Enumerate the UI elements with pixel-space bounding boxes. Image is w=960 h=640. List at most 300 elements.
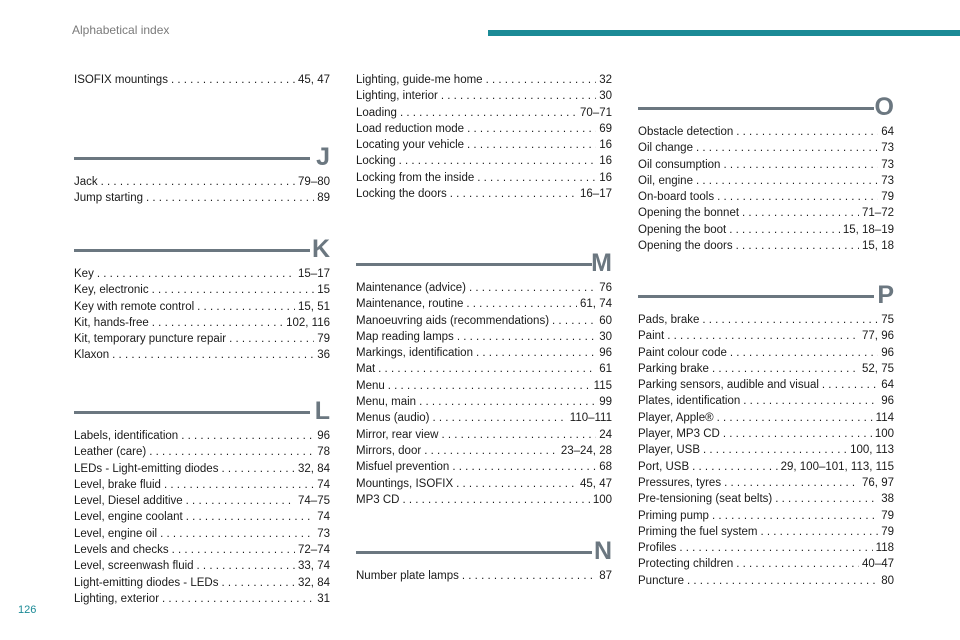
index-page-ref: 16 — [599, 171, 612, 184]
dot-leader — [419, 394, 596, 410]
dot-leader — [702, 312, 878, 328]
dot-leader — [181, 428, 314, 444]
dot-leader — [667, 328, 859, 344]
dot-leader — [171, 72, 295, 88]
dot-leader — [424, 443, 558, 459]
index-page-ref: 16 — [599, 155, 612, 168]
section-letter: L — [314, 397, 330, 425]
index-term: Menu, main — [356, 396, 417, 409]
index-entry — [356, 329, 612, 345]
index-page-ref: 102, 116 — [286, 316, 330, 329]
index-term: Jack — [74, 176, 98, 188]
index-term: Level, engine oil — [74, 527, 158, 540]
index-term: Mirrors, door — [356, 444, 422, 457]
section-heading — [356, 520, 612, 568]
index-term: Mountings, ISOFIX — [356, 477, 454, 490]
section-letter: J — [316, 143, 330, 171]
index-page-ref: 15, 51 — [298, 300, 330, 313]
index-entry — [638, 508, 894, 524]
index-term: Priming pump — [638, 509, 709, 522]
index-page-ref: 79 — [881, 191, 894, 204]
index-page-ref: 30 — [599, 330, 612, 343]
dot-leader — [152, 282, 315, 298]
dot-leader — [97, 266, 295, 282]
index-term: Plates, identification — [638, 395, 741, 408]
index-page-ref: 73 — [881, 158, 894, 171]
index-page-ref: 74–75 — [298, 495, 330, 508]
dot-leader — [775, 491, 878, 507]
index-entry — [638, 573, 894, 589]
dot-leader — [476, 345, 596, 361]
section-divider — [356, 551, 592, 554]
dot-leader — [152, 315, 283, 331]
index-entry — [356, 121, 612, 137]
running-header-title: Alphabetical index — [72, 23, 170, 37]
index-term: Profiles — [638, 542, 677, 555]
index-entry — [74, 331, 330, 347]
section-divider — [74, 249, 310, 252]
index-entry — [74, 444, 330, 460]
index-page-ref: 73 — [317, 527, 330, 540]
index-term: Loading — [356, 106, 397, 119]
index-page-ref: 29, 100–101, 113, 115 — [780, 460, 894, 473]
index-entry — [638, 140, 894, 156]
index-term: Leather (care) — [74, 446, 147, 459]
dot-leader — [703, 442, 847, 458]
index-entry — [74, 542, 330, 558]
index-term: Locking — [356, 155, 396, 168]
index-page-ref: 100 — [874, 428, 894, 441]
dot-leader — [164, 477, 314, 493]
index-term: Light-emitting diodes - LEDs — [74, 576, 219, 589]
index-term: LEDs - Light-emitting diodes — [74, 462, 219, 475]
dot-leader — [729, 222, 840, 238]
index-term: Oil change — [638, 142, 693, 155]
index-entry — [638, 459, 894, 475]
index-term: Lighting, interior — [356, 90, 438, 103]
index-page-ref: 89 — [317, 192, 330, 205]
index-term: Markings, identification — [356, 347, 473, 360]
index-entry — [356, 280, 612, 296]
dot-leader — [467, 121, 596, 137]
index-term: On-board tools — [638, 191, 715, 204]
dot-leader — [742, 205, 859, 221]
index-term: Locking from the inside — [356, 171, 475, 184]
dot-leader — [162, 591, 314, 607]
index-page-ref: 23–24, 28 — [560, 444, 612, 457]
index-entry — [74, 477, 330, 493]
index-term: Level, screenwash fluid — [74, 560, 194, 573]
dot-leader — [552, 313, 596, 329]
index-term: Oil, engine — [638, 174, 693, 187]
index-entry — [74, 190, 330, 206]
index-entry — [638, 556, 894, 572]
dot-leader — [717, 189, 878, 205]
dot-leader — [452, 459, 596, 475]
dot-leader — [456, 476, 577, 492]
dot-leader — [712, 361, 859, 377]
index-page-ref: 72–74 — [298, 544, 330, 557]
index-page-ref: 15, 18–19 — [842, 223, 894, 236]
index-page-ref: 16–17 — [580, 188, 612, 201]
index-entry — [638, 205, 894, 221]
index-entry — [356, 492, 612, 508]
dot-leader — [736, 556, 859, 572]
index-page-ref: 87 — [599, 570, 612, 582]
index-page-ref: 61, 74 — [580, 298, 612, 311]
index-page-ref: 61 — [599, 363, 612, 376]
index-page-ref: 68 — [599, 461, 612, 474]
index-section-k — [74, 218, 330, 364]
dot-leader — [441, 88, 596, 104]
index-term: Jump starting — [74, 192, 144, 205]
index-page-ref: 33, 74 — [298, 560, 330, 573]
dot-leader — [378, 361, 596, 377]
index-term: Parking brake — [638, 362, 709, 375]
index-entry — [356, 170, 612, 186]
index-term: Priming the fuel system — [638, 525, 758, 538]
index-entry — [638, 377, 894, 393]
dot-leader — [712, 508, 878, 524]
index-term: Protecting children — [638, 558, 734, 571]
dot-leader — [730, 345, 878, 361]
index-entry — [74, 266, 330, 282]
index-section-o — [638, 76, 894, 254]
index-page-ref: 96 — [317, 430, 330, 442]
section-heading — [638, 264, 894, 312]
index-page-ref: 115 — [593, 379, 612, 392]
index-page-ref: 60 — [599, 314, 612, 327]
section-divider — [74, 157, 310, 160]
index-page-ref: 52, 75 — [862, 362, 894, 375]
index-entry — [356, 476, 612, 492]
dot-leader — [679, 540, 872, 556]
index-entry — [356, 443, 612, 459]
section-divider — [638, 107, 874, 110]
index-entry — [638, 491, 894, 507]
index-page-ref: 110–111 — [569, 412, 612, 425]
index-page-ref: 76, 97 — [862, 476, 894, 489]
dot-leader — [486, 72, 597, 88]
index-page-ref: 69 — [599, 122, 612, 135]
dot-leader — [469, 280, 596, 296]
dot-leader — [149, 444, 314, 460]
dot-leader — [197, 558, 295, 574]
index-entry — [638, 540, 894, 556]
index-term: Oil consumption — [638, 158, 721, 171]
index-page-ref: 76 — [599, 282, 612, 294]
dot-leader — [717, 410, 873, 426]
index-term: Maintenance (advice) — [356, 282, 466, 294]
index-entry — [638, 361, 894, 377]
index-page-ref: 73 — [881, 142, 894, 155]
dot-leader — [441, 427, 596, 443]
dot-leader — [723, 426, 872, 442]
section-heading — [74, 126, 330, 174]
index-entry — [356, 153, 612, 169]
index-page-ref: 79–80 — [298, 176, 330, 188]
index-term: Port, USB — [638, 460, 690, 473]
dot-leader — [221, 575, 295, 591]
dot-leader — [450, 186, 577, 202]
dot-leader — [743, 393, 878, 409]
dot-leader — [399, 153, 597, 169]
index-term: Player, USB — [638, 444, 700, 457]
section-letter: M — [591, 249, 612, 277]
index-entry — [74, 72, 330, 88]
index-entry — [356, 296, 612, 312]
index-page-ref: 77, 96 — [862, 330, 894, 343]
index-entry — [638, 442, 894, 458]
index-section-j — [74, 126, 330, 207]
index-term: Menu — [356, 379, 385, 392]
index-entry — [638, 238, 894, 254]
dot-leader — [400, 105, 577, 121]
index-term: ISOFIX mountings — [74, 74, 168, 86]
index-term: Mirror, rear view — [356, 428, 439, 441]
index-page-ref: 40–47 — [862, 558, 894, 571]
index-entry — [356, 72, 612, 88]
index-page-ref: 96 — [599, 347, 612, 360]
index-term: Puncture — [638, 574, 685, 587]
index-entry — [638, 524, 894, 540]
index-page-ref: 38 — [881, 493, 894, 506]
index-term: Map reading lamps — [356, 330, 454, 343]
index-section-m — [356, 232, 612, 508]
dot-leader — [822, 377, 878, 393]
index-page-ref: 70–71 — [580, 106, 612, 119]
dot-leader — [723, 157, 878, 173]
dot-leader — [696, 140, 878, 156]
index-term: Kit, hands-free — [74, 316, 149, 329]
index-page-ref: 32, 84 — [298, 462, 330, 475]
index-page-ref: 30 — [599, 90, 612, 103]
dot-leader — [687, 573, 878, 589]
index-page-ref: 74 — [317, 478, 330, 491]
dot-leader — [146, 190, 314, 206]
dot-leader — [197, 299, 295, 315]
index-term: Level, engine coolant — [74, 511, 183, 524]
index-entry — [74, 493, 330, 509]
index-entry — [356, 459, 612, 475]
section-divider — [74, 411, 310, 414]
index-entry — [356, 410, 612, 426]
dot-leader — [692, 459, 777, 475]
index-term: Pressures, tyres — [638, 476, 722, 489]
index-entry — [74, 428, 330, 444]
index-term: Klaxon — [74, 349, 110, 362]
index-entry — [74, 315, 330, 331]
dot-leader — [462, 568, 596, 584]
index-page-ref: 118 — [875, 542, 894, 555]
index-entry — [638, 393, 894, 409]
index-page-ref: 45, 47 — [298, 74, 330, 86]
index-entry — [638, 124, 894, 140]
dot-leader — [736, 124, 878, 140]
index-page-ref: 80 — [881, 574, 894, 587]
index-page-ref: 71–72 — [862, 207, 894, 220]
index-term: Labels, identification — [74, 430, 179, 442]
index-term: Number plate lamps — [356, 570, 459, 582]
dot-leader — [724, 475, 859, 491]
index-term: Kit, temporary puncture repair — [74, 333, 227, 346]
index-term: Lighting, exterior — [74, 592, 160, 605]
index-entry — [74, 558, 330, 574]
index-entry — [356, 345, 612, 361]
dot-leader — [761, 524, 879, 540]
dot-leader — [402, 492, 589, 508]
section-heading — [74, 380, 330, 428]
dot-leader — [101, 174, 295, 190]
index-page-ref: 16 — [599, 139, 612, 152]
index-term: Menus (audio) — [356, 412, 430, 425]
index-page-ref: 32 — [599, 74, 612, 86]
index-section-p — [638, 264, 894, 589]
index-term: Key, electronic — [74, 284, 149, 297]
index-term: Locating your vehicle — [356, 139, 465, 152]
index-page-ref: 100, 113 — [850, 444, 894, 457]
section-divider — [638, 295, 874, 298]
index-term: Parking sensors, audible and visual — [638, 379, 819, 392]
index-page-ref: 36 — [317, 349, 330, 362]
header-accent-bar — [488, 30, 960, 36]
dot-leader — [112, 347, 314, 363]
dot-leader — [229, 331, 314, 347]
index-page-ref: 32, 84 — [298, 576, 330, 589]
index-term: Paint — [638, 330, 665, 343]
index-entry — [74, 347, 330, 363]
index-term: Lighting, guide-me home — [356, 74, 483, 86]
index-term: MP3 CD — [356, 493, 400, 506]
index-term: Key with remote control — [74, 300, 195, 313]
index-page-ref: 78 — [317, 446, 330, 459]
index-term: Maintenance, routine — [356, 298, 464, 311]
index-page-ref: 15 — [317, 284, 330, 297]
index-term: Pads, brake — [638, 314, 700, 326]
dot-leader — [160, 526, 314, 542]
index-page-ref: 15–17 — [298, 268, 330, 280]
section-divider — [356, 263, 592, 266]
index-entry — [356, 378, 612, 394]
index-entry — [74, 509, 330, 525]
index-entry — [74, 299, 330, 315]
index-entry — [356, 186, 612, 202]
index-section-n — [356, 520, 612, 584]
index-entry — [638, 222, 894, 238]
dot-leader — [477, 170, 596, 186]
index-page-ref: 73 — [881, 174, 894, 187]
dot-leader — [186, 509, 315, 525]
index-term: Levels and checks — [74, 544, 169, 557]
index-term: Player, MP3 CD — [638, 428, 720, 441]
index-entry — [638, 173, 894, 189]
index-term: Paint colour code — [638, 346, 727, 359]
index-entry — [638, 189, 894, 205]
index-section-continued — [74, 72, 330, 88]
index-page-ref: 114 — [875, 411, 894, 424]
dot-leader — [457, 329, 596, 345]
dot-leader — [186, 493, 295, 509]
index-entry — [356, 137, 612, 153]
index-term: Opening the doors — [638, 240, 733, 253]
index-page-ref: 75 — [881, 314, 894, 326]
index-term: Level, brake fluid — [74, 478, 161, 491]
section-heading — [638, 76, 894, 124]
index-section-continued — [356, 72, 612, 202]
index-term: Mat — [356, 363, 376, 376]
index-term: Opening the boot — [638, 223, 727, 236]
index-entry — [356, 313, 612, 329]
dot-leader — [433, 410, 567, 426]
index-entry — [638, 410, 894, 426]
index-entry — [638, 312, 894, 328]
index-page-ref: 79 — [317, 333, 330, 346]
index-entry — [74, 174, 330, 190]
page-number: 126 — [18, 604, 37, 616]
index-page-ref: 45, 47 — [580, 477, 612, 490]
index-section-l — [74, 380, 330, 607]
index-term: Load reduction mode — [356, 122, 465, 135]
dot-leader — [467, 137, 596, 153]
dot-leader — [388, 378, 591, 394]
index-page-ref: 99 — [599, 396, 612, 409]
index-entry — [638, 328, 894, 344]
index-term: Player, Apple® — [638, 411, 714, 424]
index-page-ref: 74 — [317, 511, 330, 524]
index-entry — [356, 394, 612, 410]
index-page-ref: 79 — [881, 509, 894, 522]
index-entry — [356, 568, 612, 584]
index-term: Level, Diesel additive — [74, 495, 183, 508]
dot-leader — [736, 238, 859, 254]
index-term: Key — [74, 268, 94, 280]
dot-leader — [172, 542, 295, 558]
index-term: Misfuel prevention — [356, 461, 450, 474]
index-entry — [356, 427, 612, 443]
index-term: Obstacle detection — [638, 126, 734, 138]
index-page-ref: 79 — [881, 525, 894, 538]
index-page-ref: 96 — [881, 395, 894, 408]
index-page-ref: 96 — [881, 346, 894, 359]
dot-leader — [466, 296, 577, 312]
index-entry — [638, 157, 894, 173]
index-term: Pre-tensioning (seat belts) — [638, 493, 773, 506]
section-heading — [356, 232, 612, 280]
index-entry — [74, 575, 330, 591]
index-entry — [74, 526, 330, 542]
index-entry — [638, 426, 894, 442]
dot-leader — [221, 461, 295, 477]
section-letter: K — [311, 235, 330, 263]
index-entry — [356, 361, 612, 377]
index-entry — [74, 461, 330, 477]
section-letter: N — [593, 537, 612, 565]
index-page-ref: 31 — [317, 592, 330, 605]
index-entry — [638, 475, 894, 491]
index-entry — [74, 282, 330, 298]
index-term: Manoeuvring aids (recommendations) — [356, 314, 550, 327]
index-entry — [356, 105, 612, 121]
section-heading — [74, 218, 330, 266]
index-page-ref: 15, 18 — [862, 240, 894, 253]
section-letter: P — [877, 281, 894, 309]
index-page-ref: 64 — [881, 126, 894, 138]
index-term: Locking the doors — [356, 188, 447, 201]
index-page-ref: 64 — [881, 379, 894, 392]
index-entry — [356, 88, 612, 104]
index-page-ref: 24 — [599, 428, 612, 441]
section-letter: O — [874, 93, 894, 121]
